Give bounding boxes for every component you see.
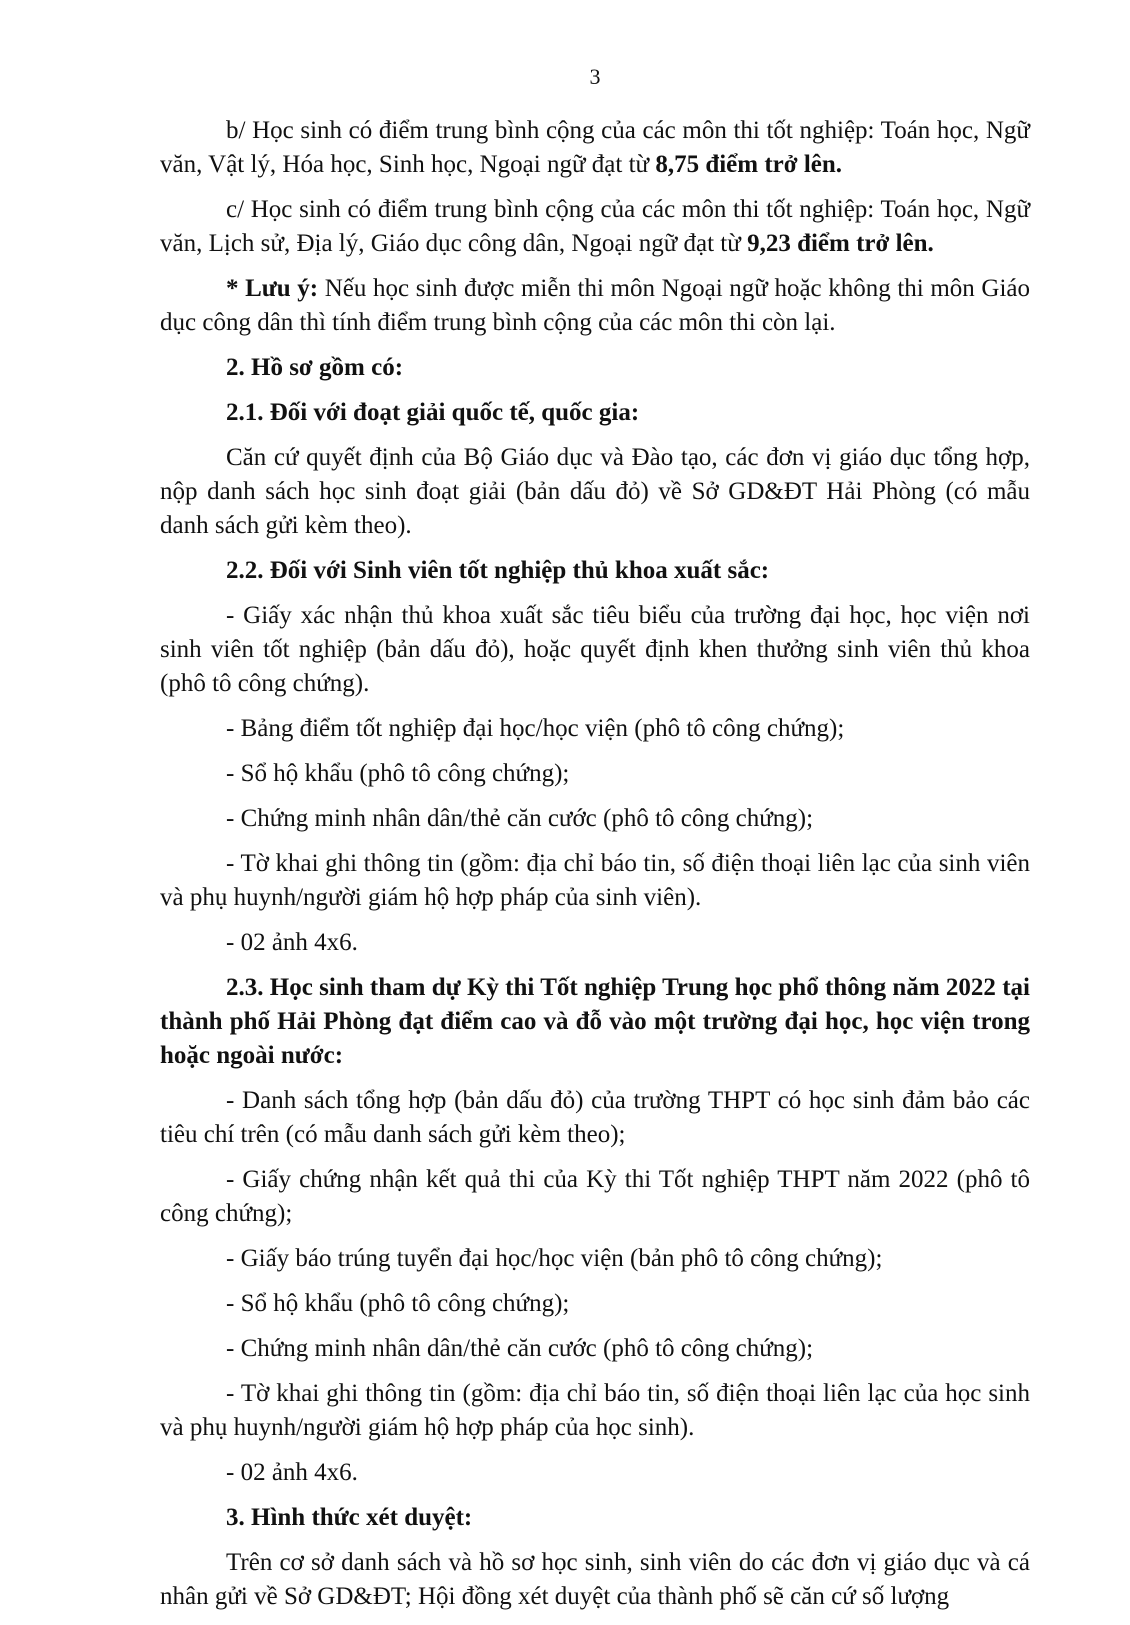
criterion-b-text: b/ Học sinh có điểm trung bình cộng của các môn thi tốt nghiệp: Toán học, Ngữ văn, Vật lý, Hóa học, Sinh học, Ngoại ngữ đạt từ xyxy=(160,117,1030,178)
note-label: * Lưu ý: xyxy=(226,275,319,302)
criterion-c-threshold: 9,23 điểm trở lên. xyxy=(747,230,934,257)
section-2-2-title: 2.2. Đối với Sinh viên tốt nghiệp thủ khoa xuất sắc: xyxy=(226,557,770,584)
list-item: - 02 ảnh 4x6. xyxy=(226,1459,358,1486)
list-item: - Giấy báo trúng tuyển đại học/học viện (bản phô tô công chứng); xyxy=(226,1245,883,1272)
section-3-title: 3. Hình thức xét duyệt: xyxy=(226,1504,473,1531)
list-item: - Sổ hộ khẩu (phô tô công chứng); xyxy=(226,760,570,787)
page-number: 3 xyxy=(589,64,601,89)
section-2-3-title: 2.3. Học sinh tham dự Kỳ thi Tốt nghiệp Trung học phổ thông năm 2022 tại thành phố Hải Phòng đạt điểm cao và đỗ vào một trường đại học, học viện trong hoặc ngoài nước: xyxy=(160,974,1030,1069)
criterion-c-text: c/ Học sinh có điểm trung bình cộng của các môn thi tốt nghiệp: Toán học, Ngữ văn, Lịch sử, Địa lý, Giáo dục công dân, Ngoại ngữ đạt từ xyxy=(160,196,1030,257)
list-item: - Tờ khai ghi thông tin (gồm: địa chỉ báo tin, số điện thoại liên lạc của học sinh và phụ huynh/người giám hộ hợp pháp của học sinh). xyxy=(160,1380,1030,1441)
note xyxy=(160,272,1030,340)
document-body xyxy=(160,114,1030,1625)
section-2-1-title: 2.1. Đối với đoạt giải quốc tế, quốc gia: xyxy=(226,399,640,426)
list-item: - Tờ khai ghi thông tin (gồm: địa chỉ báo tin, số điện thoại liên lạc của sinh viên và phụ huynh/người giám hộ hợp pháp của sinh viên). xyxy=(160,850,1030,911)
list-item: - Sổ hộ khẩu (phô tô công chứng); xyxy=(226,1290,570,1317)
list-item: - Chứng minh nhân dân/thẻ căn cước (phô tô công chứng); xyxy=(226,1335,814,1362)
list-item: - Giấy chứng nhận kết quả thi của Kỳ thi Tốt nghiệp THPT năm 2022 (phô tô công chứng); xyxy=(160,1166,1030,1227)
list-item: - Giấy xác nhận thủ khoa xuất sắc tiêu biểu của trường đại học, học viện nơi sinh viên tốt nghiệp (bản dấu đỏ), hoặc quyết định khen thưởng sinh viên thủ khoa (phô tô công chứng). xyxy=(160,602,1030,697)
list-item: - 02 ảnh 4x6. xyxy=(226,929,358,956)
section-3-text: Trên cơ sở danh sách và hồ sơ học sinh, sinh viên do các đơn vị giáo dục và cá nhân gửi về Sở GD&ĐT; Hội đồng xét duyệt của thành phố sẽ căn cứ số lượng xyxy=(160,1549,1030,1610)
note-text: Nếu học sinh được miễn thi môn Ngoại ngữ hoặc không thi môn Giáo dục công dân thì tính điểm trung bình cộng của các môn thi còn lại. xyxy=(160,275,1030,336)
criterion-b xyxy=(160,114,1030,182)
section-2-1-text: Căn cứ quyết định của Bộ Giáo dục và Đào tạo, các đơn vị giáo dục tổng hợp, nộp danh sách học sinh đoạt giải (bản dấu đỏ) về Sở GD&ĐT Hải Phòng (có mẫu danh sách gửi kèm theo). xyxy=(160,444,1030,539)
list-item: - Danh sách tổng hợp (bản dấu đỏ) của trường THPT có học sinh đảm bảo các tiêu chí trên (có mẫu danh sách gửi kèm theo); xyxy=(160,1087,1030,1148)
section-2-title: 2. Hồ sơ gồm có: xyxy=(226,354,404,381)
list-item: - Bảng điểm tốt nghiệp đại học/học viện (phô tô công chứng); xyxy=(226,715,845,742)
list-item: - Chứng minh nhân dân/thẻ căn cước (phô tô công chứng); xyxy=(226,805,814,832)
criterion-b-threshold: 8,75 điểm trở lên. xyxy=(655,151,843,178)
criterion-c xyxy=(160,193,1030,261)
